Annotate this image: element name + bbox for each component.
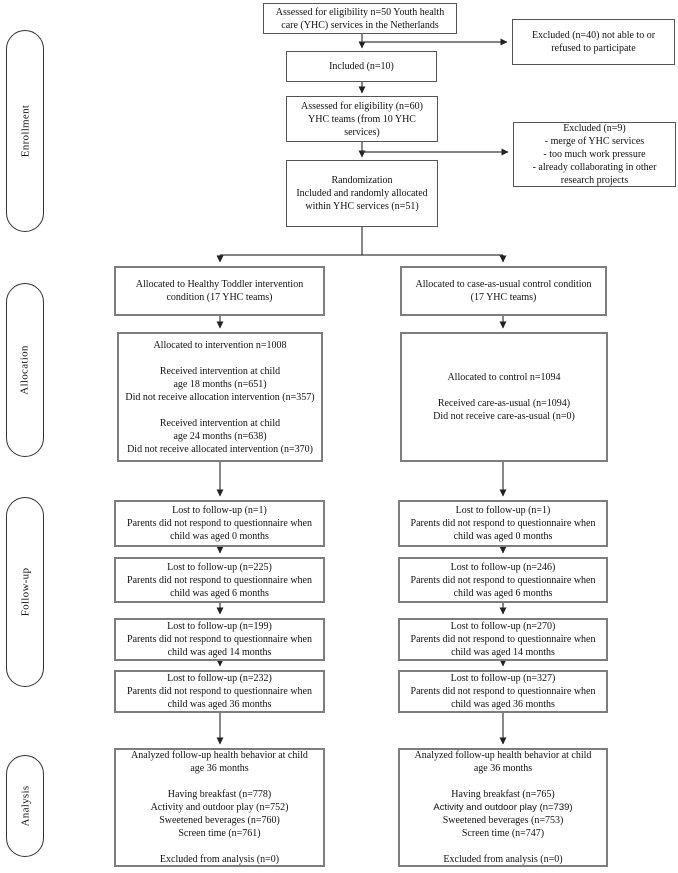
box-excluded-services — [512, 19, 675, 65]
box-text-line: Having breakfast (n=765) — [451, 789, 555, 800]
box-text-line: child was aged 6 months — [170, 587, 269, 599]
box-text-line: Did not receive allocated intervention (n=370) — [127, 443, 313, 455]
stage-label-allocation: Allocation — [19, 345, 31, 395]
box-intervention-condition — [114, 266, 325, 316]
box-text-line: Lost to follow-up (n=270) — [450, 621, 556, 632]
box-text-line: Parents did not respond to questionnaire when — [410, 686, 596, 697]
box-text-line: Lost to follow-up (n=232) — [167, 673, 272, 684]
box-text-line: Lost to follow-up (n=1) — [455, 505, 551, 516]
box-left-lost-followup-6m — [114, 557, 325, 603]
box-text-line — [402, 775, 604, 788]
box-text-line: Having breakfast (n=778) — [167, 789, 272, 800]
box-text-line: age 24 months (n=638) — [173, 430, 267, 442]
box-allocated-intervention — [117, 332, 323, 462]
box-right-analysis — [398, 748, 608, 867]
box-text-line — [118, 840, 321, 853]
box-control-condition — [400, 266, 607, 316]
box-text-line: within YHC services (n=51) — [305, 201, 419, 212]
box-text-line — [404, 384, 604, 397]
box-text-line: Excluded from analysis (n=0) — [159, 854, 280, 865]
box-text-line: Parents did not respond to questionnaire when — [127, 686, 312, 697]
box-text-line: Included (n=10) — [329, 61, 394, 72]
box-text-line: care (YHC) services in the Netherlands — [281, 19, 439, 31]
box-text-line: Analyzed follow-up health behavior at child — [414, 750, 592, 761]
box-text-line: Analyzed follow-up health behavior at child — [131, 750, 308, 761]
box-text-line — [121, 352, 319, 365]
box-allocated-control — [400, 332, 608, 462]
box-included-services — [286, 51, 437, 82]
box-text-line: Received care-as-usual (n=1094) — [437, 398, 571, 409]
box-text-line — [121, 404, 319, 417]
box-assessed-eligibility-services — [263, 3, 457, 34]
box-text-line: (17 YHC teams) — [470, 292, 537, 303]
stage-pill-followup — [6, 497, 44, 687]
box-right-lost-followup-6m — [398, 557, 608, 603]
box-text-line: Assessed for eligibility (n=60) — [300, 100, 423, 112]
box-text-line: Lost to follow-up (n=225) — [167, 561, 272, 573]
box-text-line: Screen time (n=747) — [461, 828, 545, 839]
box-text-line: Parents did not respond to questionnaire when — [127, 634, 312, 645]
stage-pill-allocation — [6, 283, 44, 457]
box-left-lost-followup-0m — [114, 500, 325, 547]
box-text-line: age 36 months — [473, 763, 533, 774]
box-text-line: research projects — [560, 175, 629, 186]
box-text-line — [118, 775, 321, 788]
box-text-line: child was aged 6 months — [453, 587, 553, 599]
box-text-line: Excluded (n=40) not able to or — [531, 30, 656, 41]
box-text-line: Excluded (n=9) — [563, 123, 626, 134]
box-left-lost-followup-36m — [114, 670, 325, 713]
box-assessed-eligibility-teams — [286, 96, 438, 142]
box-text-line: Lost to follow-up (n=327) — [450, 673, 556, 684]
box-text-line: Sweetened beverages (n=753) — [442, 815, 564, 826]
box-text-line: YHC teams (from 10 YHC — [308, 113, 416, 125]
box-text-line: Activity and outdoor play (n=752) — [150, 802, 289, 813]
box-text-line: Received intervention at child — [159, 365, 281, 377]
box-text-line: Parents did not respond to questionnaire when — [410, 634, 596, 645]
box-text-line: child was aged 14 months — [451, 647, 555, 658]
box-right-lost-followup-0m — [398, 500, 608, 547]
box-text-line: refused to participate — [551, 43, 636, 54]
box-text-line: - already collaborating in other — [532, 162, 657, 173]
box-text-line: age 18 months (n=651) — [173, 378, 267, 390]
box-text-line: Activity and outdoor play (n=739) — [433, 802, 573, 813]
box-text-line: condition (17 YHC teams) — [166, 292, 273, 303]
stage-pill-enrollment — [6, 30, 44, 232]
box-left-analysis — [114, 748, 325, 867]
stage-label-analysis: Analysis — [19, 785, 31, 827]
box-text-line: Screen time (n=761) — [178, 828, 261, 839]
box-text-line: Sweetened beverages (n=760) — [159, 815, 280, 826]
box-text-line: child was aged 14 months — [167, 647, 272, 658]
box-text-line: Parents did not respond to questionnaire when — [410, 574, 596, 586]
box-text-line: - merge of YHC services — [544, 136, 645, 147]
box-right-lost-followup-14m — [398, 618, 608, 661]
box-text-line: age 36 months — [190, 763, 249, 774]
box-text-line — [402, 840, 604, 853]
box-text-line: Assessed for eligibility n=50 Youth health — [275, 6, 445, 18]
box-text-line: Lost to follow-up (n=1) — [172, 505, 267, 516]
box-text-line: Did not receive allocation intervention (n=357) — [125, 391, 315, 403]
box-text-line: Excluded from analysis (n=0) — [443, 854, 563, 865]
box-text-line: Randomization — [331, 175, 393, 186]
box-text-line: Lost to follow-up (n=199) — [167, 621, 272, 632]
box-randomization — [286, 160, 438, 227]
box-text-line: Lost to follow-up (n=246) — [450, 561, 556, 573]
stage-label-followup: Follow-up — [19, 567, 32, 617]
box-text-line: Allocated to intervention n=1008 — [153, 339, 287, 351]
box-text-line: child was aged 0 months — [170, 531, 269, 542]
box-text-line: child was aged 36 months — [167, 699, 272, 710]
box-text-line: child was aged 36 months — [451, 699, 555, 710]
box-text-line: Allocated to Healthy Toddler intervention — [135, 279, 304, 290]
box-text-line: - too much work pressure — [543, 149, 646, 160]
box-text-line: Allocated to control n=1094 — [447, 372, 561, 383]
box-text-line: Parents did not respond to questionnaire when — [127, 518, 312, 529]
box-left-lost-followup-14m — [114, 618, 325, 661]
box-text-line: child was aged 0 months — [453, 531, 553, 542]
box-text-line: Received intervention at child — [159, 417, 281, 429]
stage-pill-analysis — [6, 755, 44, 857]
box-text-line: Parents did not respond to questionnaire when — [410, 518, 596, 529]
box-text-line: Included and randomly allocated — [296, 188, 428, 199]
box-excluded-teams — [513, 122, 676, 187]
box-text-line: Allocated to case-as-usual control condition — [415, 279, 592, 290]
stage-label-enrollment: Enrollment — [19, 104, 31, 158]
box-right-lost-followup-36m — [398, 670, 608, 713]
box-text-line: Parents did not respond to questionnaire when — [127, 574, 312, 586]
box-text-line: Did not receive care-as-usual (n=0) — [433, 411, 575, 422]
box-text-line: services) — [344, 126, 380, 138]
